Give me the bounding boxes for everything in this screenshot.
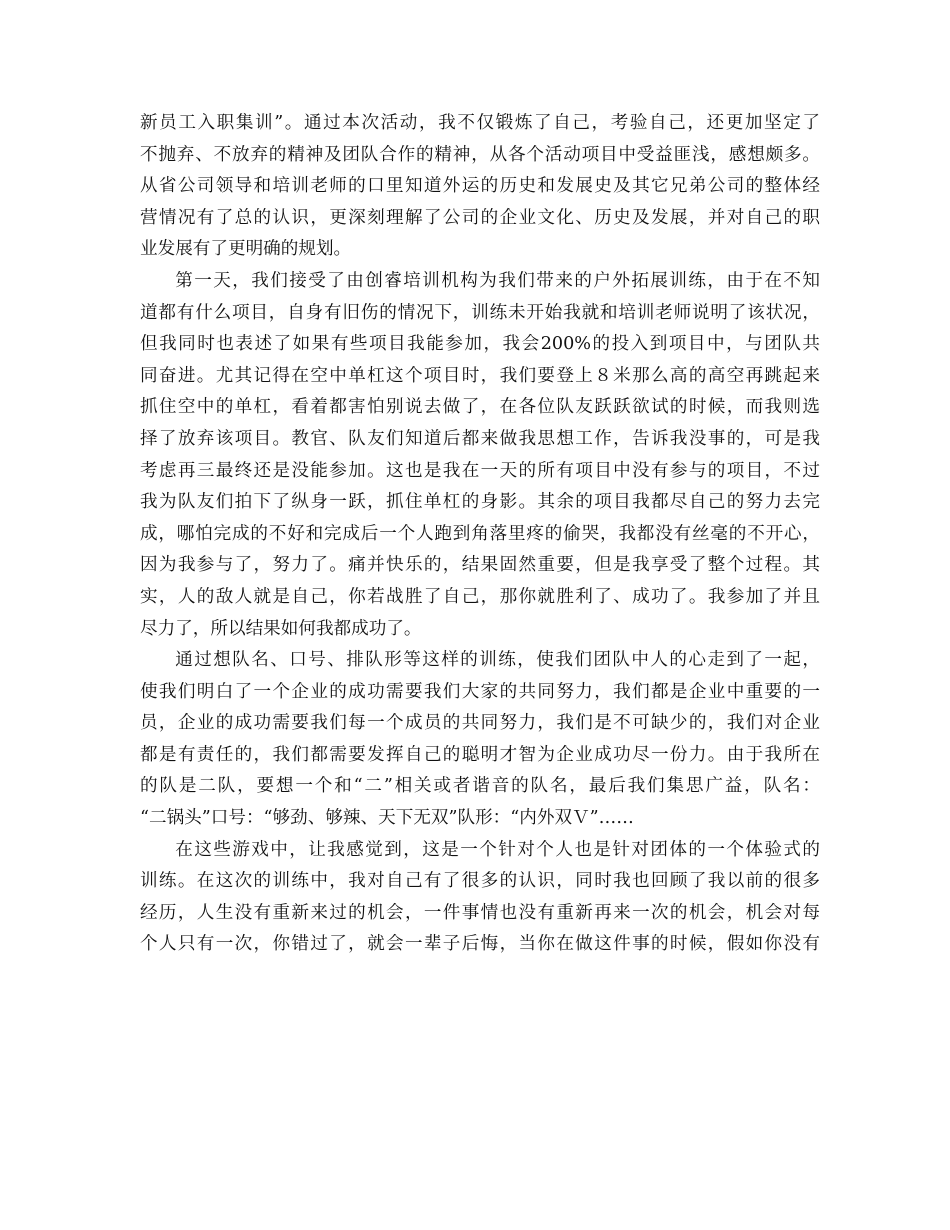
text-line: 抓住空中的单杠，看着都害怕别说去做了，在各位队友跃跃欲试的时候，而我则选: [140, 397, 820, 418]
text-line: 因为我参与了，努力了。痛并快乐的，结果固然重要，但是我享受了整个过程。其: [140, 555, 820, 576]
text-line: 训练。在这次的训练中，我对自己有了很多的认识，同时我也回顾了我以前的很多: [140, 871, 820, 892]
text-line: 员，企业的成功需要我们每一个成员的共同努力，我们是不可缺少的，我们对企业: [140, 713, 820, 734]
text-line: 成，哪怕完成的不好和完成后一个人跑到角落里疼的偷哭，我都没有丝毫的不开心，: [140, 523, 820, 544]
paragraph-2: [140, 266, 820, 645]
text-line: 我为队友们拍下了纵身一跃，抓住单杠的身影。其余的项目我都尽自己的努力去完: [140, 492, 820, 513]
text-line: 的队是二队，要想一个和“二”相关或者谐音的队名，最后我们集思广益，队名：: [140, 776, 820, 797]
text-line: 从省公司领导和培训老师的口里知道外运的历史和发展史及其它兄弟公司的整体经: [140, 176, 820, 197]
text-line: 同奋进。尤其记得在空中单杠这个项目时，我们要登上８米那么高的高空再跳起来: [140, 365, 820, 386]
text-line: “二锅头”口号：“够劲、够辣、天下无双”队形：“内外双Ｖ”……: [140, 808, 634, 829]
text-line: 但我同时也表述了如果有些项目我能参加，我会200%的投入到项目中，与团队共: [140, 334, 820, 355]
text-line: 在这些游戏中，让我感觉到，这是一个针对个人也是针对团体的一个体验式的: [175, 839, 820, 860]
text-line: 第一天，我们接受了由创睿培训机构为我们带来的户外拓展训练，由于在不知: [175, 270, 820, 291]
text-line: 业发展有了更明确的规划。: [140, 239, 352, 260]
text-line: 通过想队名、口号、排队形等这样的训练，使我们团队中人的心走到了一起，: [175, 650, 820, 671]
text-line: 使我们明白了一个企业的成功需要我们大家的共同努力，我们都是企业中重要的一: [140, 681, 820, 702]
paragraph-3: [140, 645, 820, 835]
text-line: 择了放弃该项目。教官、队友们知道后都来做我思想工作，告诉我没事的，可是我: [140, 428, 820, 449]
paragraph-4: [140, 835, 820, 961]
text-line: 经历，人生没有重新来过的机会，一件事情也没有重新再来一次的机会，机会对每: [140, 902, 820, 923]
text-line: 都是有责任的，我们都需要发挥自己的聪明才智为企业成功尽一份力。由于我所在: [140, 744, 820, 765]
text-line: 道都有什么项目，自身有旧伤的情况下，训练未开始我就和培训老师说明了该状况，: [140, 302, 820, 323]
text-line: 个人只有一次，你错过了，就会一辈子后悔，当你在做这件事的时候，假如你没有: [140, 934, 820, 955]
text-line: 不抛弃、不放弃的精神及团队合作的精神，从各个活动项目中受益匪浅，感想颇多。: [140, 144, 820, 165]
text-line: 营情况有了总的认识，更深刻理解了公司的企业文化、历史及发展，并对自己的职: [140, 207, 820, 228]
paragraph-1: [140, 108, 820, 266]
text-line: 尽力了，所以结果如何我都成功了。: [140, 618, 422, 639]
document-page: [140, 108, 820, 961]
text-line: 新员工入职集训”。通过本次活动，我不仅锻炼了自己，考验自己，还更加坚定了: [140, 113, 820, 133]
text-line: 考虑再三最终还是没能参加。这也是我在一天的所有项目中没有参与的项目，不过: [140, 460, 820, 481]
text-line: 实，人的敌人就是自己，你若战胜了自己，那你就胜利了、成功了。我参加了并且: [140, 586, 820, 607]
